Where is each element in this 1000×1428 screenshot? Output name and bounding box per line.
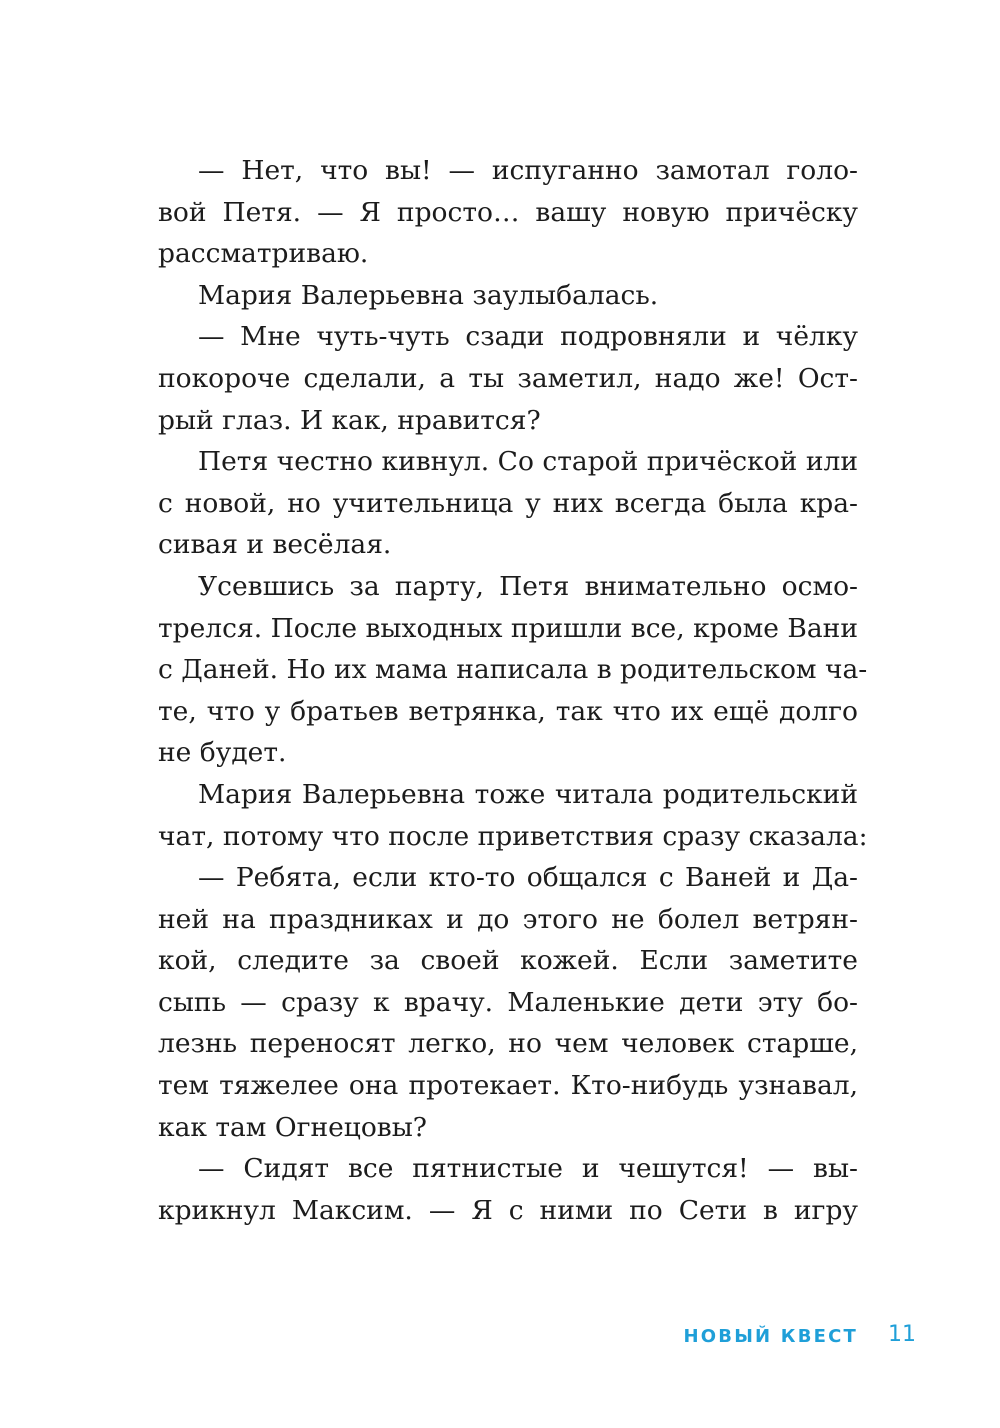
text-line: Петя честно кивнул. Со старой причёской или <box>198 446 858 478</box>
text-line: сыпь — сразу к врачу. Маленькие дети эту бо- <box>158 986 858 1018</box>
text-line: ней на праздниках и до этого не болел ветрян- <box>158 903 858 935</box>
text-line: крикнул Максим. — Я с ними по Сети в игру <box>158 1194 858 1226</box>
page-footer <box>600 1322 920 1358</box>
text-line: сивая и весёлая. <box>158 529 392 561</box>
text-line: вой Петя. — Я просто… вашу новую причёску <box>158 196 858 228</box>
text-line: не будет. <box>158 737 287 769</box>
text-line: с Даней. Но их мама написала в родительском ча- <box>158 654 868 686</box>
text-line: те, что у братьев ветрянка, так что их ещё долго <box>158 695 858 727</box>
text-line: тем тяжелее она протекает. Кто-нибудь узнавал, <box>158 1070 858 1102</box>
body-text <box>158 150 868 1231</box>
text-line: с новой, но учительница у них всегда была кра- <box>158 487 858 519</box>
running-title: НОВЫЙ КВЕСТ <box>683 1326 858 1347</box>
text-line: Мария Валерьевна заулыбалась. <box>198 279 659 311</box>
text-line: — Ребята, если кто-то общался с Ваней и Да- <box>198 862 858 894</box>
text-line: чат, потому что после приветствия сразу сказала: <box>158 820 868 852</box>
page-number: 11 <box>888 1322 916 1347</box>
text-line: — Сидят все пятнистые и чешутся! — вы- <box>198 1153 858 1185</box>
text-line: покороче сделали, а ты заметил, надо же! Ост- <box>158 362 858 394</box>
text-line: лезнь переносят легко, но чем человек старше, <box>158 1028 858 1060</box>
text-line: кой, следите за своей кожей. Если заметите <box>158 945 858 977</box>
text-line: как там Огнецовы? <box>158 1111 428 1143</box>
text-line: рассматриваю. <box>158 238 369 270</box>
text-line: Усевшись за парту, Петя внимательно осмо- <box>198 570 858 602</box>
text-line: Мария Валерьевна тоже читала родительский <box>198 778 858 810</box>
text-line: — Мне чуть-чуть сзади подровняли и чёлку <box>198 321 858 353</box>
text-line: рый глаз. И как, нравится? <box>158 404 541 436</box>
text-line: — Нет, что вы! — испуганно замотал голо- <box>198 155 858 186</box>
text-line: трелся. После выходных пришли все, кроме Вани <box>158 612 858 644</box>
